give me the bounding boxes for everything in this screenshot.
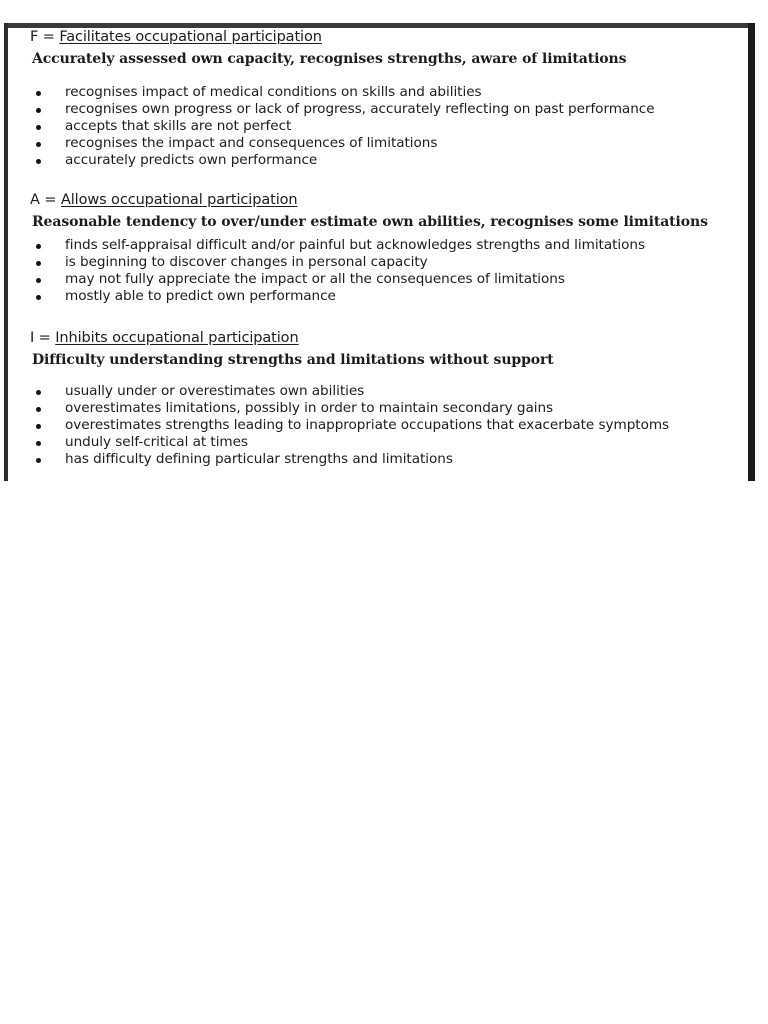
list-item: recognises own progress or lack of progress, accurately reflecting on past performance [30,101,655,118]
list-item: overestimates strengths leading to inappropriate occupations that exacerbate symptoms [30,417,669,434]
list-item: may not fully appreciate the impact or all the consequences of limitations [30,271,708,288]
list-item: has difficulty defining particular strengths and limitations [30,451,669,468]
list-item: finds self-appraisal difficult and/or painful but acknowledges strengths and limitations [30,237,708,254]
list-item: recognises impact of medical conditions on skills and abilities [30,84,655,101]
rating-code: A = [30,192,61,208]
list-item: recognises the impact and consequences of limitations [30,135,655,152]
section-heading [30,191,708,209]
section-summary: Difficulty understanding strengths and limitations without support [32,352,554,368]
list-item: accurately predicts own performance [30,152,655,169]
section-heading [30,329,669,347]
rating-code: I = [30,330,56,346]
list-item: mostly able to predict own performance [30,288,708,305]
bullet-list [30,237,708,305]
rating-title: Inhibits occupational participation [55,330,299,346]
section-facilitates [30,28,655,169]
rating-title: Facilitates occupational participation [59,29,322,45]
document-right-border [748,23,755,481]
bullet-list [30,383,669,468]
section-summary: Reasonable tendency to over/under estimate own abilities, recognises some limitations [32,214,708,230]
section-inhibits [30,329,669,468]
list-item: usually under or overestimates own abilities [30,383,669,400]
list-item: unduly self-critical at times [30,434,669,451]
list-item: overestimates limitations, possibly in order to maintain secondary gains [30,400,669,417]
list-item: accepts that skills are not perfect [30,118,655,135]
section-summary: Accurately assessed own capacity, recognises strengths, aware of limitations [32,51,627,67]
rating-code: F = [30,29,60,45]
bullet-list [30,84,655,169]
scanned-document [0,0,768,483]
section-allows [30,191,708,305]
rating-title: Allows occupational participation [60,192,298,208]
list-item: is beginning to discover changes in personal capacity [30,254,708,271]
document-left-border [4,23,8,481]
section-heading [30,28,655,46]
